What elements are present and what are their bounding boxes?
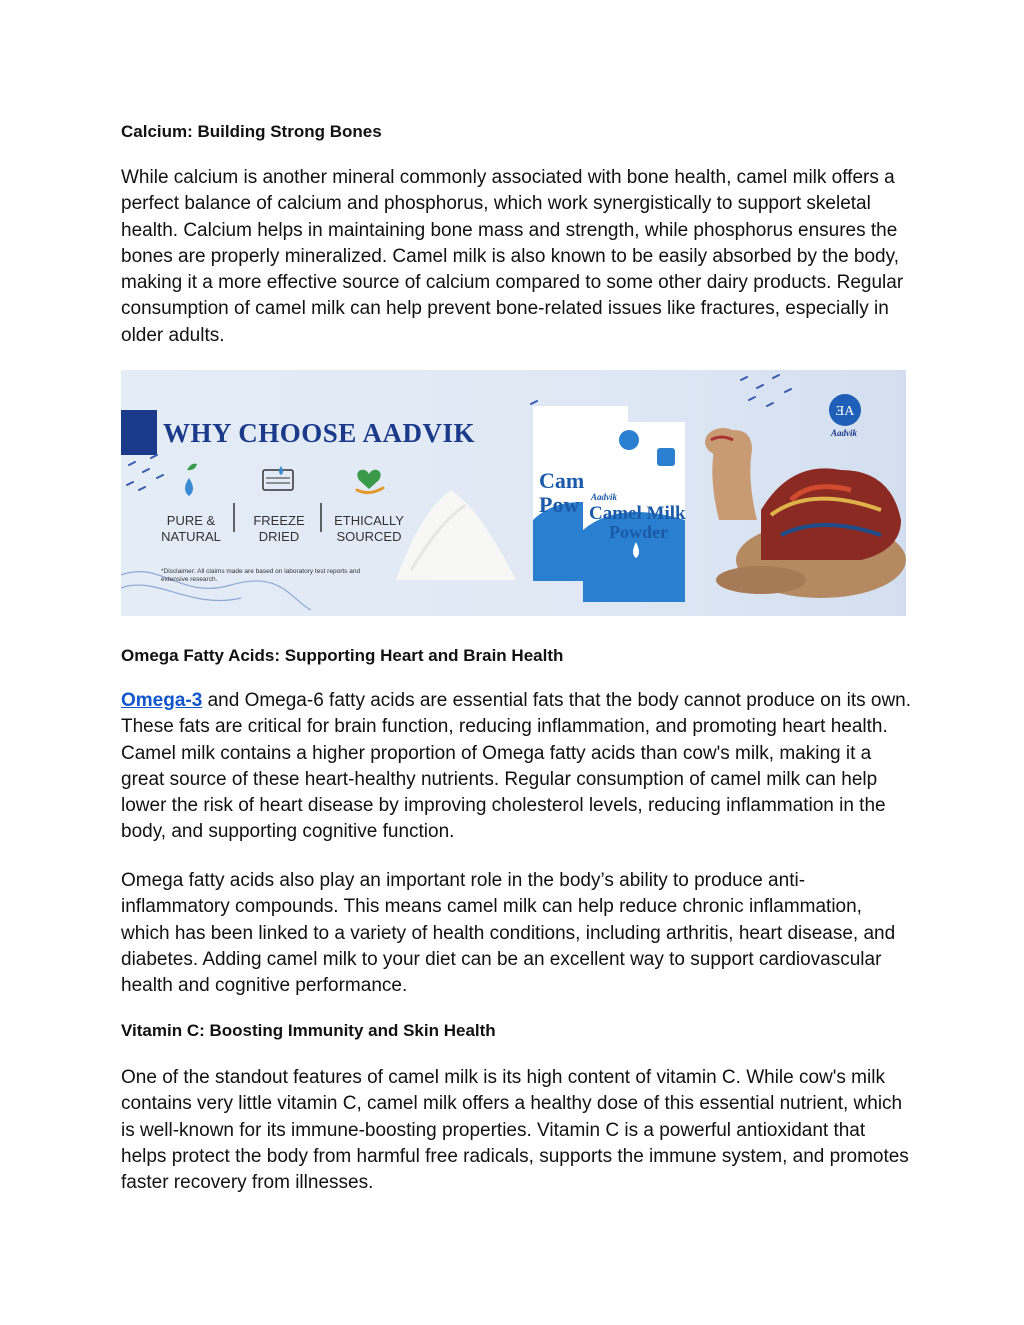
back-box-product-partial: Cam <box>539 468 585 493</box>
feature-pure-natural: PURE & NATURAL <box>161 513 221 544</box>
vitamin-c-heading: Vitamin C: Boosting Immunity and Skin Health <box>121 1021 496 1040</box>
omega-3-link[interactable]: Omega-3 <box>121 690 203 711</box>
omega-paragraph-2: Omega fatty acids also play an important role in the body’s ability to produce anti-inflammatory compounds. This means camel milk can help reduce chronic inflammation, which has been linked to a variety of health conditions, including arthritis, heart disease, and diabetes. Adding camel milk to your diet can be an excellent way to support cardiovascular health and cognitive performance. <box>121 870 896 997</box>
omega-paragraph-1 <box>121 688 911 846</box>
banner-headline: WHY CHOOSE AADVIK <box>163 418 476 448</box>
water-drop-leaf-icon <box>185 464 197 496</box>
aadvik-banner-image <box>121 370 906 616</box>
omega-paragraph-1-text: and Omega-6 fatty acids are essential fats that the body cannot produce on its own. These fats are critical for brain function, reducing inflammation, and promoting heart health. Camel milk contains a higher proportion of Omega fatty acids than cow's milk, making it a great source of these heart-healthy nutrients. Regular consumption of camel milk can help lower the risk of heart disease by improving cholesterol levels, reducing inflammation in the body, and supporting cognitive function. <box>121 690 912 843</box>
box-brand: Aadvik <box>591 492 617 502</box>
feature-freeze-dried: FREEZE DRIED <box>253 513 305 544</box>
omega-heading: Omega Fatty Acids: Supporting Heart and Brain Health <box>121 646 564 665</box>
vitamin-c-paragraph: One of the standout features of camel milk is its high content of vitamin C. While cow's milk contains very little vitamin C, camel milk offers a healthy dose of this essential nutrient, which is well-known for its immune-boosting properties. Vitamin C is a powerful antioxidant that helps protect the body from harmful free radicals, supports the immune system, and promotes faster recovery from illnesses. <box>121 1067 909 1194</box>
box-powder-label: Powder <box>609 522 668 542</box>
camel-illustration <box>705 428 906 598</box>
calcium-heading: Calcium: Building Strong Bones <box>121 122 382 141</box>
back-box-powder-partial: Pow <box>539 492 580 517</box>
heart-globe-hand-icon <box>357 470 383 493</box>
banner-disclaimer: *Disclaimer: All claims made are based on laboratory test reports and extensive research. <box>161 568 361 583</box>
freeze-dryer-icon <box>263 466 293 490</box>
box-product-name: Camel Milk <box>589 503 686 524</box>
svg-text:ƎA: ƎA <box>835 404 855 419</box>
feature-ethically-sourced: ETHICALLY SOURCED <box>334 513 404 544</box>
calcium-paragraph: While calcium is another mineral commonly associated with bone health, camel milk offers a perfect balance of calcium and phosphorus, which work synergistically to support skeletal health. Calcium helps in maintaining bone mass and strength, while phosphorus ensures the bones are properly mineralized. Camel milk is also known to be easily absorbed by the body, making it a more effective source of calcium compared to some other dairy products. Regular consumption of camel milk can help prevent bone-related issues like fractures, especially in older adults. <box>121 167 904 346</box>
logo-text: Aadvik <box>831 428 857 438</box>
